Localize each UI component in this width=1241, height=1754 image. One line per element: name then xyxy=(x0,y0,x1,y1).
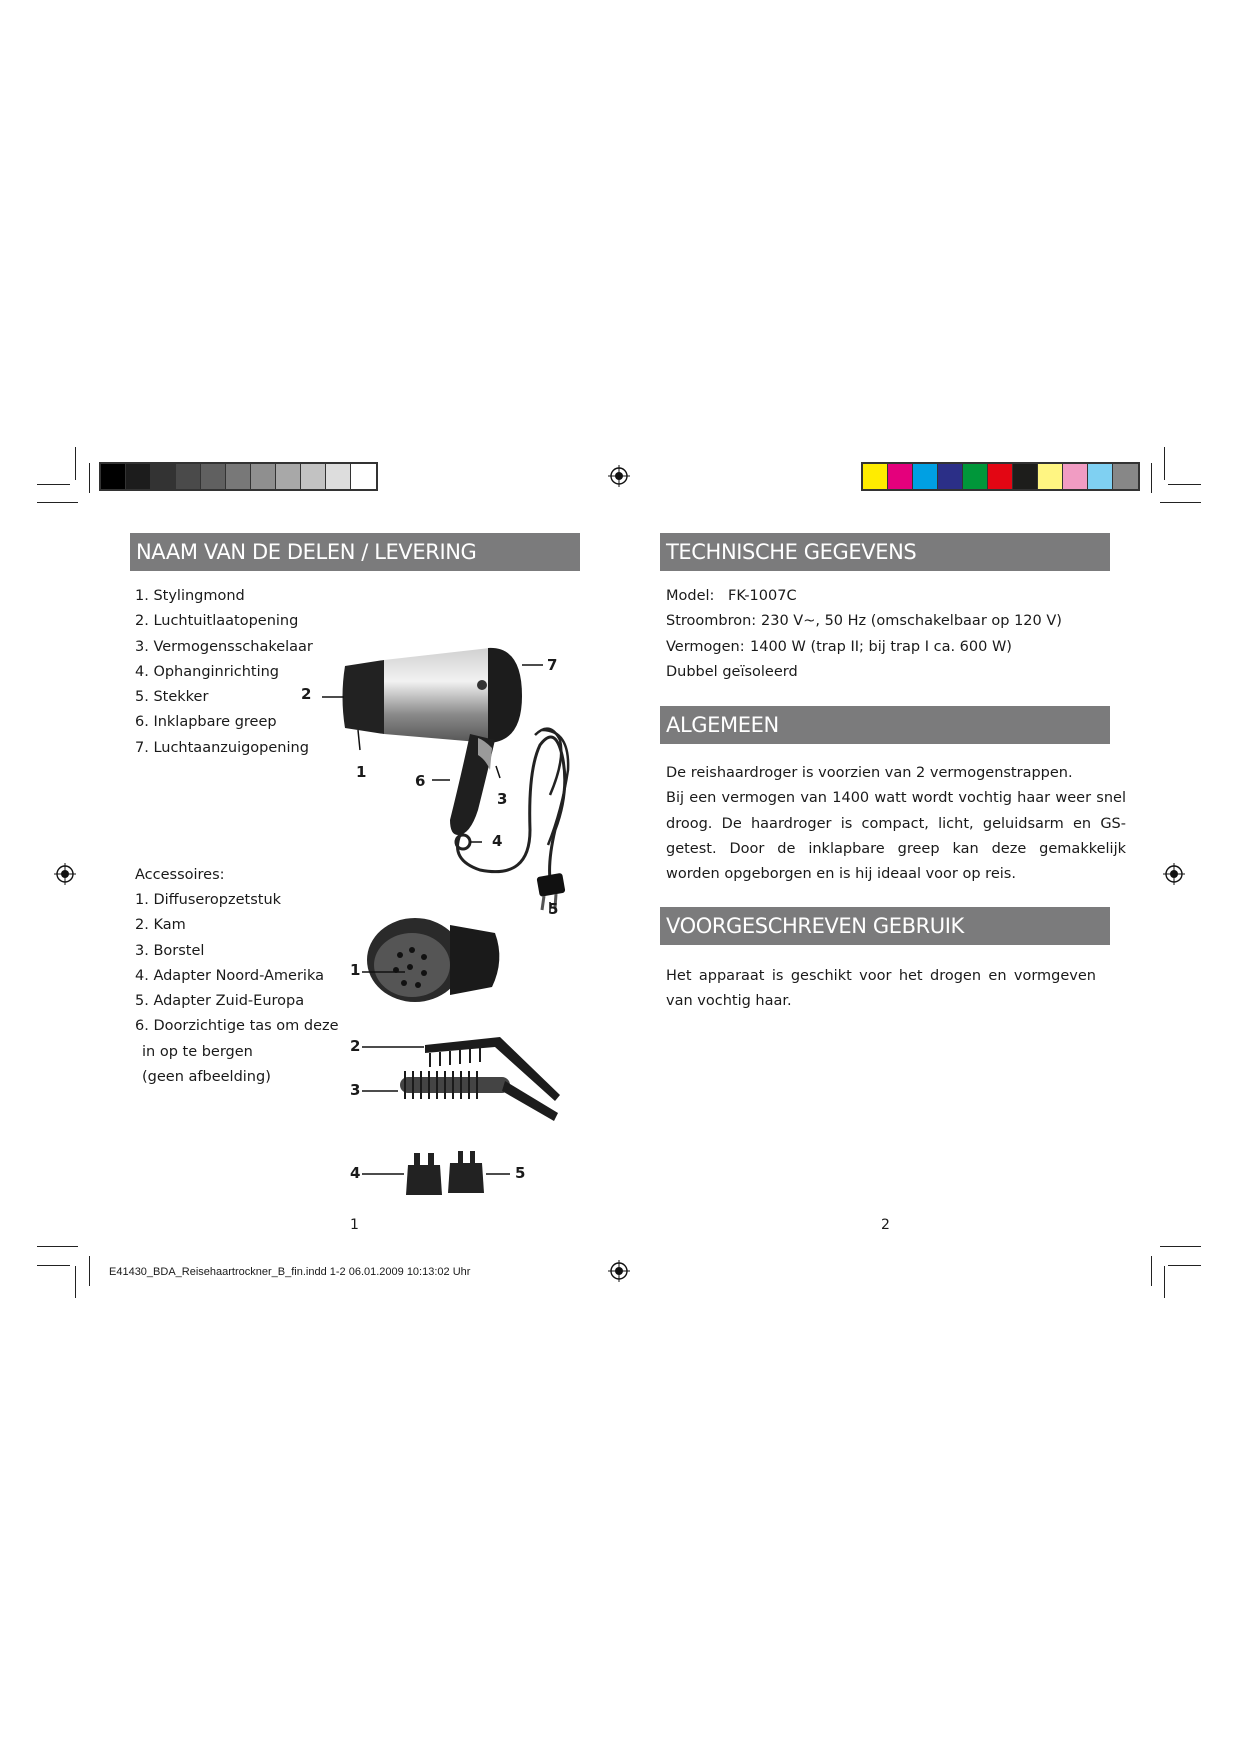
paragraph: Het apparaat is geschikt voor het drogen en vormgeven van vochtig haar. xyxy=(666,968,1096,1010)
general-text xyxy=(666,761,1126,887)
page-number: 2 xyxy=(881,1217,890,1233)
color-swatch xyxy=(1038,464,1063,489)
color-swatch xyxy=(888,464,913,489)
callout-label: 7 xyxy=(547,656,558,674)
tech-model-value: FK-1007C xyxy=(728,588,797,604)
file-slug: E41430_BDA_Reisehaartrockner_B_fin.indd 1-2 06.01.2009 10:13:02 Uhr xyxy=(109,1266,471,1278)
color-swatch xyxy=(126,464,151,489)
callout-label: 5 xyxy=(548,900,559,918)
section-header-technical: TECHNISCHE GEGEVENS xyxy=(660,533,1110,571)
registration-mark-icon xyxy=(608,465,630,487)
callout-label: 4 xyxy=(350,1164,361,1182)
color-swatch xyxy=(1013,464,1038,489)
color-swatch xyxy=(963,464,988,489)
list-item: 2. Luchtuitlaatopening xyxy=(135,613,299,630)
color-swatch xyxy=(913,464,938,489)
list-item: (geen afbeelding) xyxy=(142,1069,271,1086)
color-swatch xyxy=(1113,464,1138,489)
section-header-general: ALGEMEEN xyxy=(660,706,1110,744)
paragraph: Bij een vermogen van 1400 watt wordt vochtig haar weer snel droog. De haardroger is compact, licht, geluidsarm en GS-getest. Door de inklapbare greep kan deze gemakkelijk worden opgeborgen en is hij ideaal voor op reis. xyxy=(666,790,1126,883)
list-item: 3. Borstel xyxy=(135,942,205,959)
list-item: 6. Doorzichtige tas om deze xyxy=(135,1018,339,1035)
callout-label: 4 xyxy=(492,832,503,850)
list-item: 7. Luchtaanzuigopening xyxy=(135,739,309,756)
list-item: 6. Inklapbare greep xyxy=(135,714,277,731)
callout-label: 1 xyxy=(356,763,367,781)
color-swatch xyxy=(938,464,963,489)
callout-label: 2 xyxy=(350,1037,361,1055)
accessories-illustration xyxy=(300,895,580,1215)
usage-text xyxy=(666,964,1096,1015)
callout-label: 3 xyxy=(497,790,508,808)
registration-mark-icon xyxy=(1163,863,1185,885)
process-color-bar xyxy=(861,462,1140,491)
grayscale-color-bar xyxy=(99,462,378,491)
paragraph: De reishaardroger is voorzien van 2 vermogenstrappen. xyxy=(666,765,1073,781)
callout-label: 1 xyxy=(350,961,361,979)
color-swatch xyxy=(276,464,301,489)
registration-mark-icon xyxy=(54,863,76,885)
list-item: 4. Adapter Noord-Amerika xyxy=(135,967,324,984)
section-header-parts: NAAM VAN DE DELEN / LEVERING xyxy=(130,533,580,571)
list-item: 5. Adapter Zuid-Europa xyxy=(135,993,305,1010)
color-swatch xyxy=(1088,464,1113,489)
page-number: 1 xyxy=(350,1217,359,1233)
list-item: 1. Diffuseropzetstuk xyxy=(135,892,282,908)
tech-model-label: Model: xyxy=(666,588,715,604)
color-swatch xyxy=(301,464,326,489)
color-swatch xyxy=(151,464,176,489)
parts-list xyxy=(135,584,313,761)
list-item: 5. Stekker xyxy=(135,689,209,706)
color-swatch xyxy=(226,464,251,489)
color-swatch xyxy=(176,464,201,489)
tech-power-source-value: 230 V~, 50 Hz (omschakelbaar op 120 V) xyxy=(761,613,1062,629)
list-item: 3. Vermogensschakelaar xyxy=(135,638,313,655)
registration-mark-icon xyxy=(608,1260,630,1282)
tech-power-label: Vermogen: xyxy=(666,639,745,655)
color-swatch xyxy=(988,464,1013,489)
list-item: in op te bergen xyxy=(142,1043,253,1060)
section-header-usage: VOORGESCHREVEN GEBRUIK xyxy=(660,907,1110,945)
callout-label: 6 xyxy=(415,772,426,790)
color-swatch xyxy=(351,464,376,489)
list-item: 4. Ophanginrichting xyxy=(135,663,280,680)
color-swatch xyxy=(251,464,276,489)
tech-insulation: Dubbel geïsoleerd xyxy=(666,664,798,680)
color-swatch xyxy=(101,464,126,489)
callout-label: 5 xyxy=(515,1164,526,1182)
callout-label: 2 xyxy=(301,685,312,703)
tech-power-value: 1400 W (trap II; bij trap I ca. 600 W) xyxy=(750,639,1012,655)
color-swatch xyxy=(1063,464,1088,489)
color-swatch xyxy=(201,464,226,489)
tech-power-source-label: Stroombron: xyxy=(666,613,757,629)
color-swatch xyxy=(326,464,351,489)
list-item: 1. Stylingmond xyxy=(135,588,245,604)
list-item: 2. Kam xyxy=(135,917,186,934)
accessories-title: Accessoires: xyxy=(135,867,225,883)
color-swatch xyxy=(863,464,888,489)
callout-label: 3 xyxy=(350,1081,361,1099)
